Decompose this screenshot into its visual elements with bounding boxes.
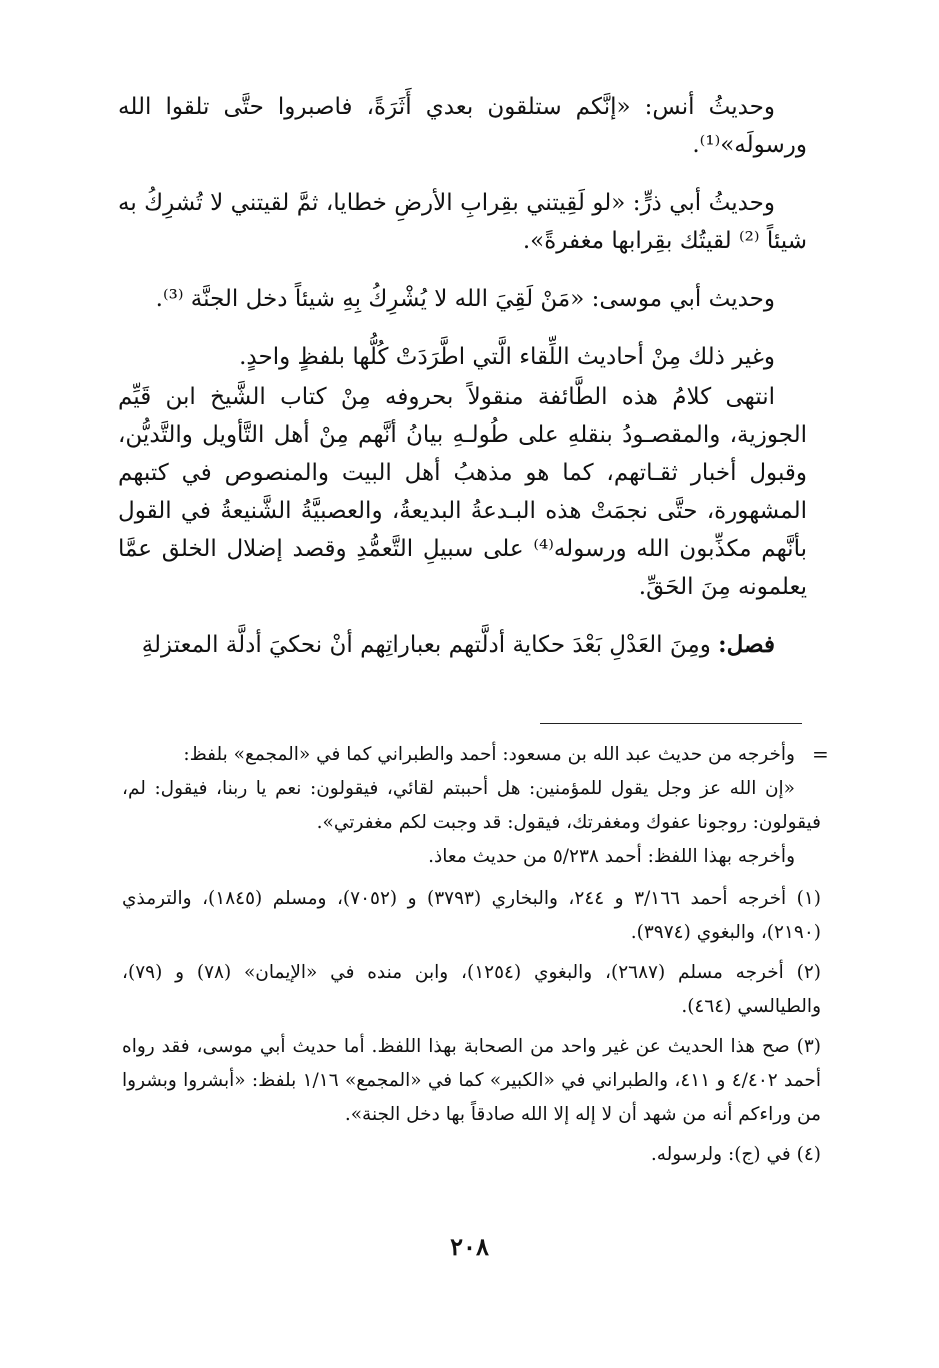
footnote-continuation-1: وأخرجه من حديث عبد الله بن مسعود: أحمد والطبراني كما في «المجمع» بلفظ: (183, 744, 795, 765)
paragraph-conclusion: انتهى كلامُ هذه الطَّائفة منقولاً بحروفه مِنْ كتاب الشَّيخ ابن قَيِّم الجوزية، والمقصـودُ بنقلهِ على طُولـهِ بيانُ أنَّهم مِنْ أهل التَّأويل والتَّديُّن، وقبول أخبار ثقـاتهم، كما هو مذهبُ أهل البيت والمنصوص في كتبهم المشهورة، حتَّى نجمَتْ هذه البـدعةُ البديعةُ، والعصبيَّةُ الشَّنيعةُ في القول بأنَّهم مكذِّبون الله ورسوله⁽⁴⁾ على سبيلِ التَّعمُّدِ وقصد إضلال الخلق عمَّا يعلمونه مِنَ الحَقِّ. (118, 384, 807, 600)
section-label: فصل: (718, 631, 775, 658)
footnote-divider (540, 723, 802, 724)
footnote-continuation-3: وأخرجه بهذا اللفظ: أحمد ٥/٢٣٨ من حديث معاذ. (428, 846, 795, 867)
footnote-3: (٣) صح هذا الحديث عن غير واحد من الصحابة بهذا اللفظ. أما حديث أبي موسى، فقد رواه أحمد ٤/٤٠٢ و ٤١١، والطبراني في «الكبير» كما في «المجمع» ١/١٦ بلفظ: «أبشروا وبشروا من وراءكم أنه من شهد أن لا إله إلا الله صادقاً بها دخل الجنة». (122, 1036, 822, 1125)
section-text: ومِنَ العَدْلِ بَعْدَ حكاية أدلَّتهم بعباراتِهم أنْ نحكيَ أدلَّة المعتزلةِ (141, 632, 711, 658)
paragraph-other-hadiths: وغير ذلك مِنْ أحاديث اللِّقاء الَّتي اطَّرَدَتْ كُلُّها بلفظٍ واحدٍ. (239, 344, 775, 370)
footnote-4: (٤) في (ج): ولرسوله. (650, 1144, 821, 1165)
footnote-2: (٢) أخرجه مسلم (٢٦٨٧)، والبغوي (١٢٥٤)، وابن منده في «الإيمان» (٧٨) و (٧٩)، والطيالسي (٤٦٤). (122, 962, 821, 1017)
page-number: ٢٠٨ (450, 1232, 489, 1261)
main-text (118, 88, 807, 684)
footnote-continuation-2: «إن الله عز وجل يقول للمؤمنين: هل أحببتم لقائي، فيقولون: نعم يا ربنا، فيقول: لم، فيقولون: روجونا عفوك ومغفرتك، فيقول: قد وجبت لكم مغفرتي». (122, 778, 821, 833)
paragraph-abu-musa-hadith: وحديث أبي موسى: «مَنْ لَقِيَ الله لا يُشْرِكُ بِهِ شيئاً دخل الجنَّة ⁽³⁾. (155, 286, 775, 312)
footnote-1: (١) أخرجه أحمد ٣/١٦٦ و ٢٤٤، والبخاري (٣٧٩٣) و (٧٠٥٢)، ومسلم (١٨٤٥)، والترمذي (٢١٩٠)، والبغوي (٣٩٧٤). (122, 888, 821, 943)
paragraph-section (118, 626, 807, 664)
paragraph-anas-hadith: وحديثُ أنس: «إنَّكم ستلقون بعدي أَثَرَةً، فاصبروا حتَّى تلقوا الله ورسولَه»⁽¹⁾. (118, 94, 807, 158)
paragraph-abu-dharr-hadith: وحديثُ أبي ذرٍّ: «لو لَقِيتني بقِرابِ الأرضِ خطايا، ثمَّ لقيتني لا تُشرِكُ به شيئاً ⁽²⁾ لقيتُك بقِرابها مغفرةً». (118, 190, 807, 254)
footnotes (122, 738, 821, 1178)
continuation-mark: = (812, 742, 829, 766)
